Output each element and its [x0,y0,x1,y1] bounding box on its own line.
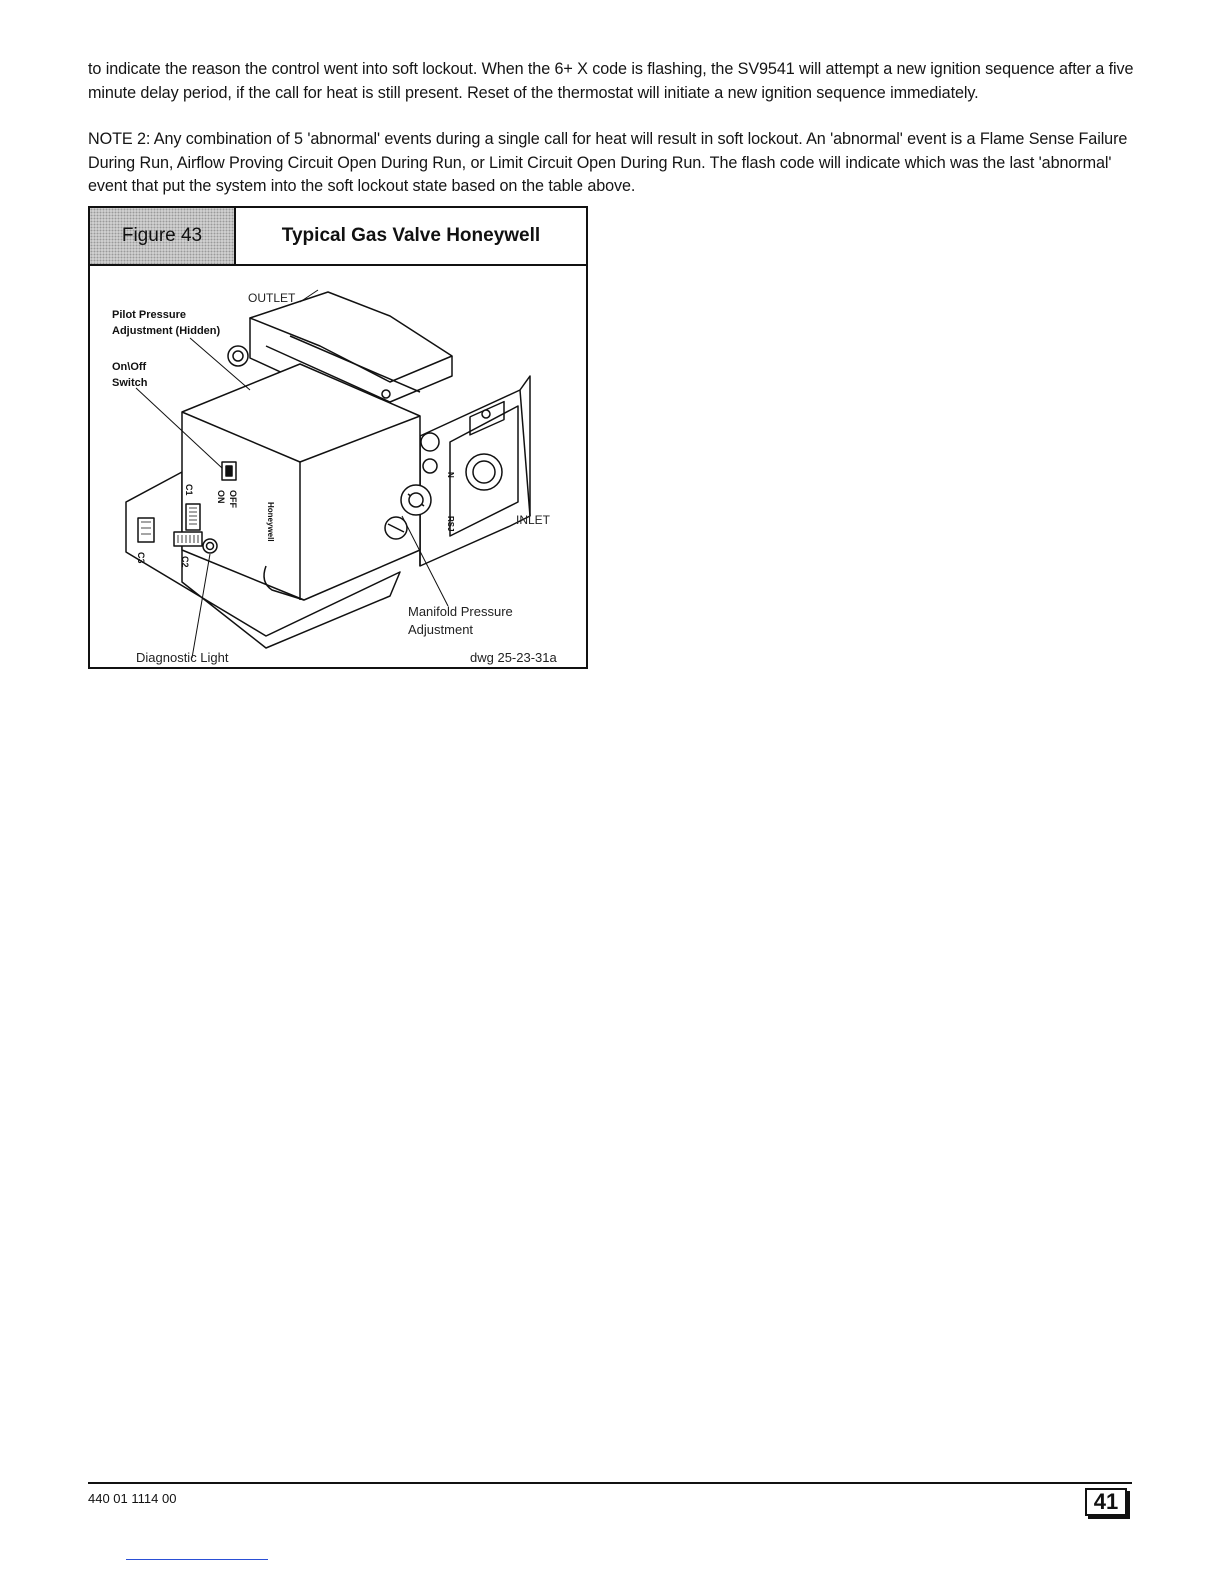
inlet-label: INLET [516,513,551,527]
outlet-label: OUTLET [248,291,296,305]
connector-c3 [138,518,154,542]
pilot-pressure-label-line2: Adjustment (Hidden) [112,325,221,337]
drawing-number-label: dwg 25-23-31a [470,650,557,665]
document-number: 440 01 1114 00 [88,1491,177,1506]
c1-mark: C1 [184,484,194,496]
c3-mark: C3 [136,552,146,564]
bottom-link-underline [126,1559,268,1560]
off-mark: OFF [228,490,238,508]
body-paragraph-1: to indicate the reason the control went into soft lockout. When the 6+ X code is flashing, the SV9541 will attempt a new ignition sequence after a five minute delay period, if the call for heat is still present. Reset of the thermostat will initiate a new ignition sequence immediately. [88,60,1134,102]
port-rsj-mark: RSJ [446,516,455,532]
figure-header [90,208,586,266]
figure-number-tab: Figure 43 [90,208,236,264]
figure-title: Typical Gas Valve Honeywell [281,225,541,246]
diagnostic-light-label: Diagnostic Light [136,650,229,665]
onoff-label-line2: Switch [112,377,148,389]
c2-mark: C2 [180,556,190,568]
diagnostic-leader [192,554,210,658]
manifold-label-line1: Manifold Pressure [408,604,513,619]
port-n-mark: N [446,472,455,478]
gas-valve-drawing [90,266,586,668]
manifold-label-line2: Adjustment [408,622,474,637]
figure-43-box [88,206,588,669]
footer-rule [88,1482,1132,1484]
brand-mark: Honeywell [266,502,275,542]
onoff-label-line1: On\Off [112,361,147,373]
page-number-box: 41 [1085,1488,1127,1516]
on-mark: ON [216,490,226,504]
body-paragraph-note-2: NOTE 2: Any combination of 5 'abnormal' events during a single call for heat will result in soft lockout. An 'abnormal' event is a Flame Sense Failure During Run, Airflow Proving Circuit Open During Run, or Limit Circuit Open During Run. The flash code will indicate which was the last 'abnormal' event that put the system into the soft lockout state based on the table above. [88,130,1128,195]
pilot-pressure-label-line1: Pilot Pressure [112,309,186,321]
